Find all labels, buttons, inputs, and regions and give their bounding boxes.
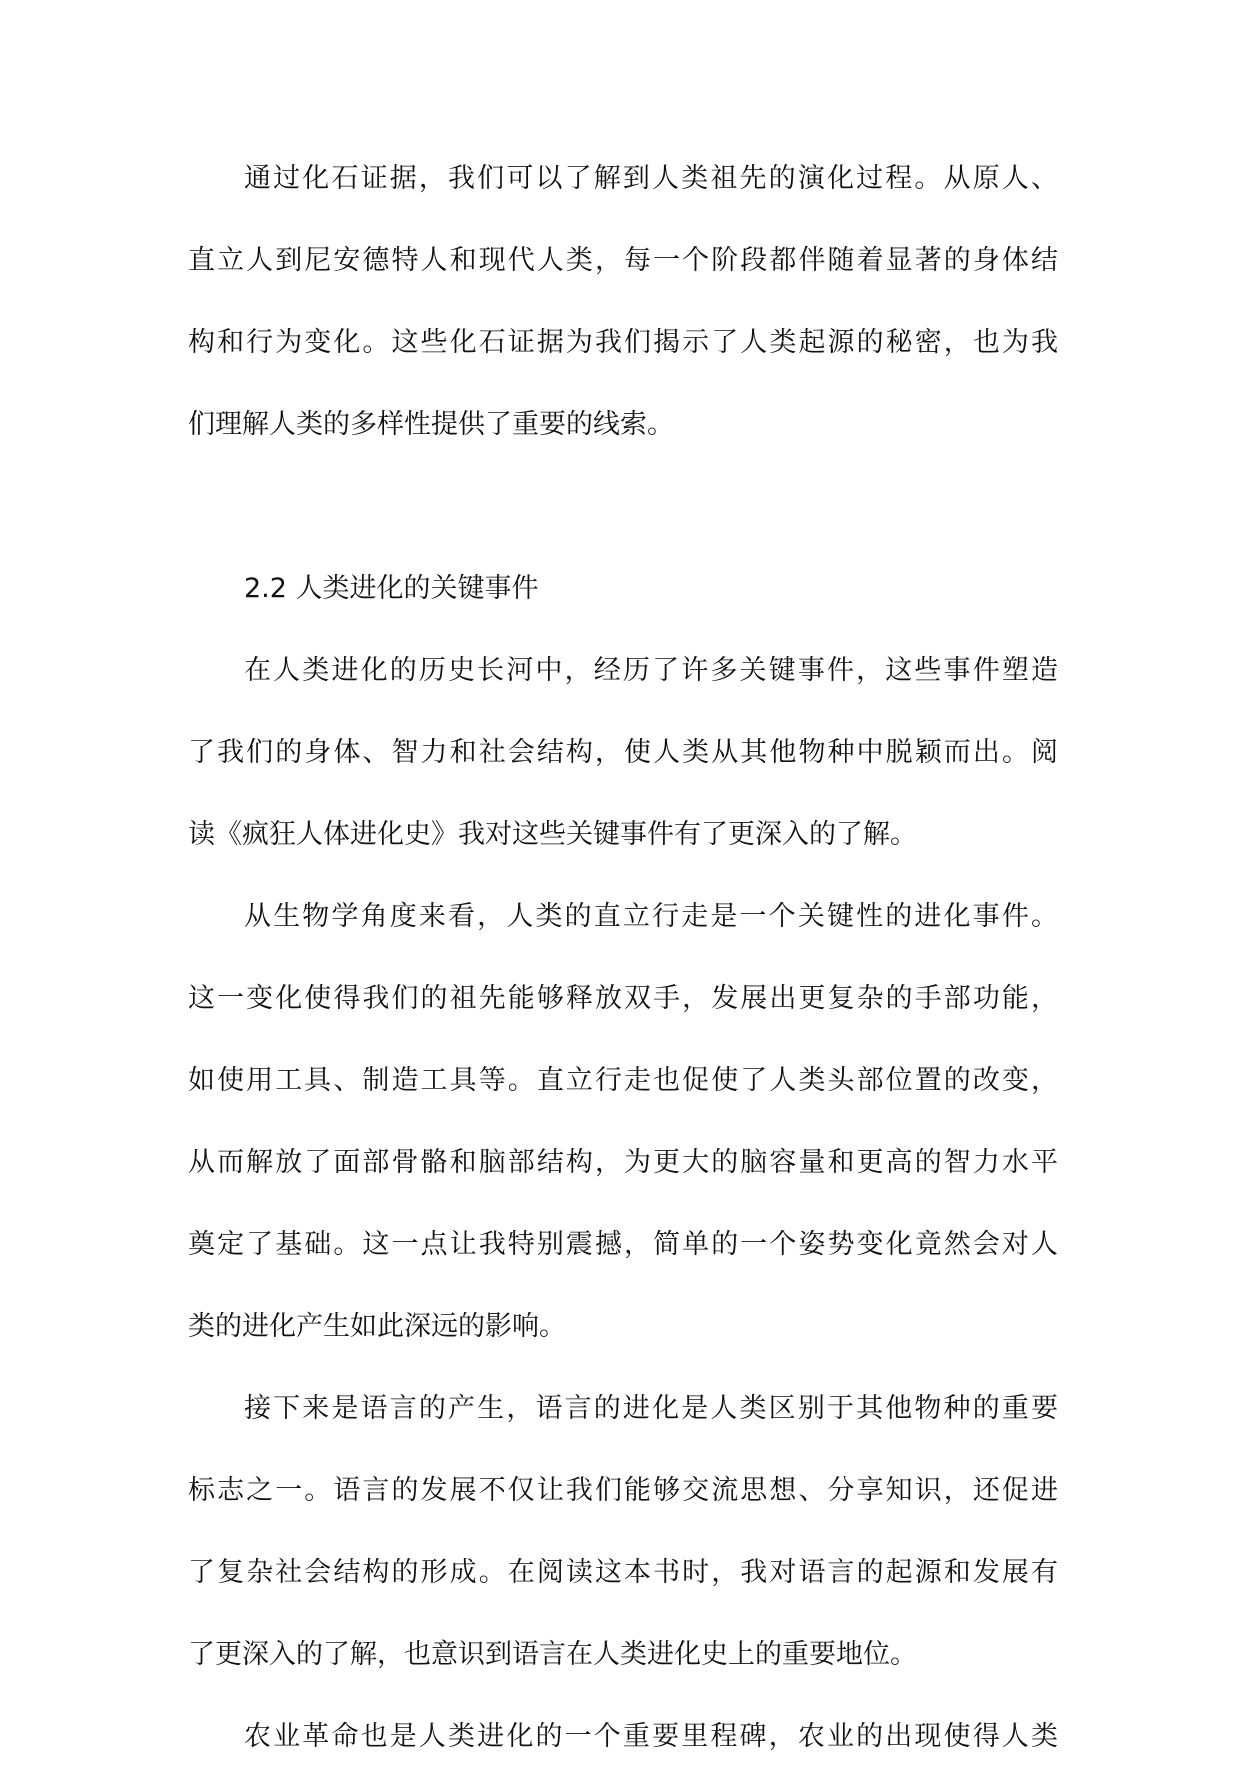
paragraph-bipedalism: [188, 876, 1058, 1368]
paragraph-line: 在人类进化的历史长河中，经历了许多关键事件，这些事件塑造: [244, 655, 1058, 686]
paragraph-line: 构和行为变化。这些化石证据为我们揭示了人类起源的秘密，也为我: [188, 327, 1058, 358]
paragraph-line: 了复杂社会结构的形成。在阅读这本书时，我对语言的起源和发展有: [188, 1557, 1058, 1588]
paragraph-line: 从生物学角度来看，人类的直立行走是一个关键性的进化事件。: [244, 901, 1058, 932]
paragraph-language: [188, 1368, 1058, 1696]
paragraph-line: 如使用工具、制造工具等。直立行走也促使了人类头部位置的改变，: [188, 1065, 1058, 1096]
paragraph-line: 了我们的身体、智力和社会结构，使人类从其他物种中脱颖而出。阅: [188, 737, 1058, 768]
paragraph-line: 从而解放了面部骨骼和脑部结构，为更大的脑容量和更高的智力水平: [188, 1147, 1058, 1178]
paragraph-line: 了更深入的了解，也意识到语言在人类进化史上的重要地位。: [188, 1639, 917, 1670]
paragraph-line: 读《疯狂人体进化史》我对这些关键事件有了更深入的了解。: [188, 819, 917, 850]
section-heading: 2.2 人类进化的关键事件: [244, 573, 539, 604]
paragraph-line: 接下来是语言的产生，语言的进化是人类区别于其他物种的重要: [244, 1393, 1058, 1424]
paragraph-line: 奠定了基础。这一点让我特别震撼，简单的一个姿势变化竟然会对人: [188, 1229, 1058, 1260]
paragraph-line: 通过化石证据，我们可以了解到人类祖先的演化过程。从原人、: [244, 163, 1058, 194]
paragraph-line: 这一变化使得我们的祖先能够释放双手，发展出更复杂的手部功能，: [188, 983, 1058, 1014]
paragraph-line: 们理解人类的多样性提供了重要的线索。: [188, 409, 674, 440]
paragraph-spacer: [188, 466, 1058, 548]
paragraph-key-events-intro: [188, 630, 1058, 876]
paragraph-line: 直立人到尼安德特人和现代人类，每一个阶段都伴随着显著的身体结: [188, 245, 1058, 276]
paragraph-fossil-evidence: [188, 138, 1058, 466]
paragraph-line: 农业革命也是人类进化的一个重要里程碑，农业的出现使得人类: [244, 1721, 1058, 1752]
paragraph-agriculture: [188, 1696, 1058, 1778]
paragraph-line: 类的进化产生如此深远的影响。: [188, 1311, 566, 1342]
paragraph-line: 标志之一。语言的发展不仅让我们能够交流思想、分享知识，还促进: [188, 1475, 1058, 1506]
document-body: [188, 138, 1058, 1778]
